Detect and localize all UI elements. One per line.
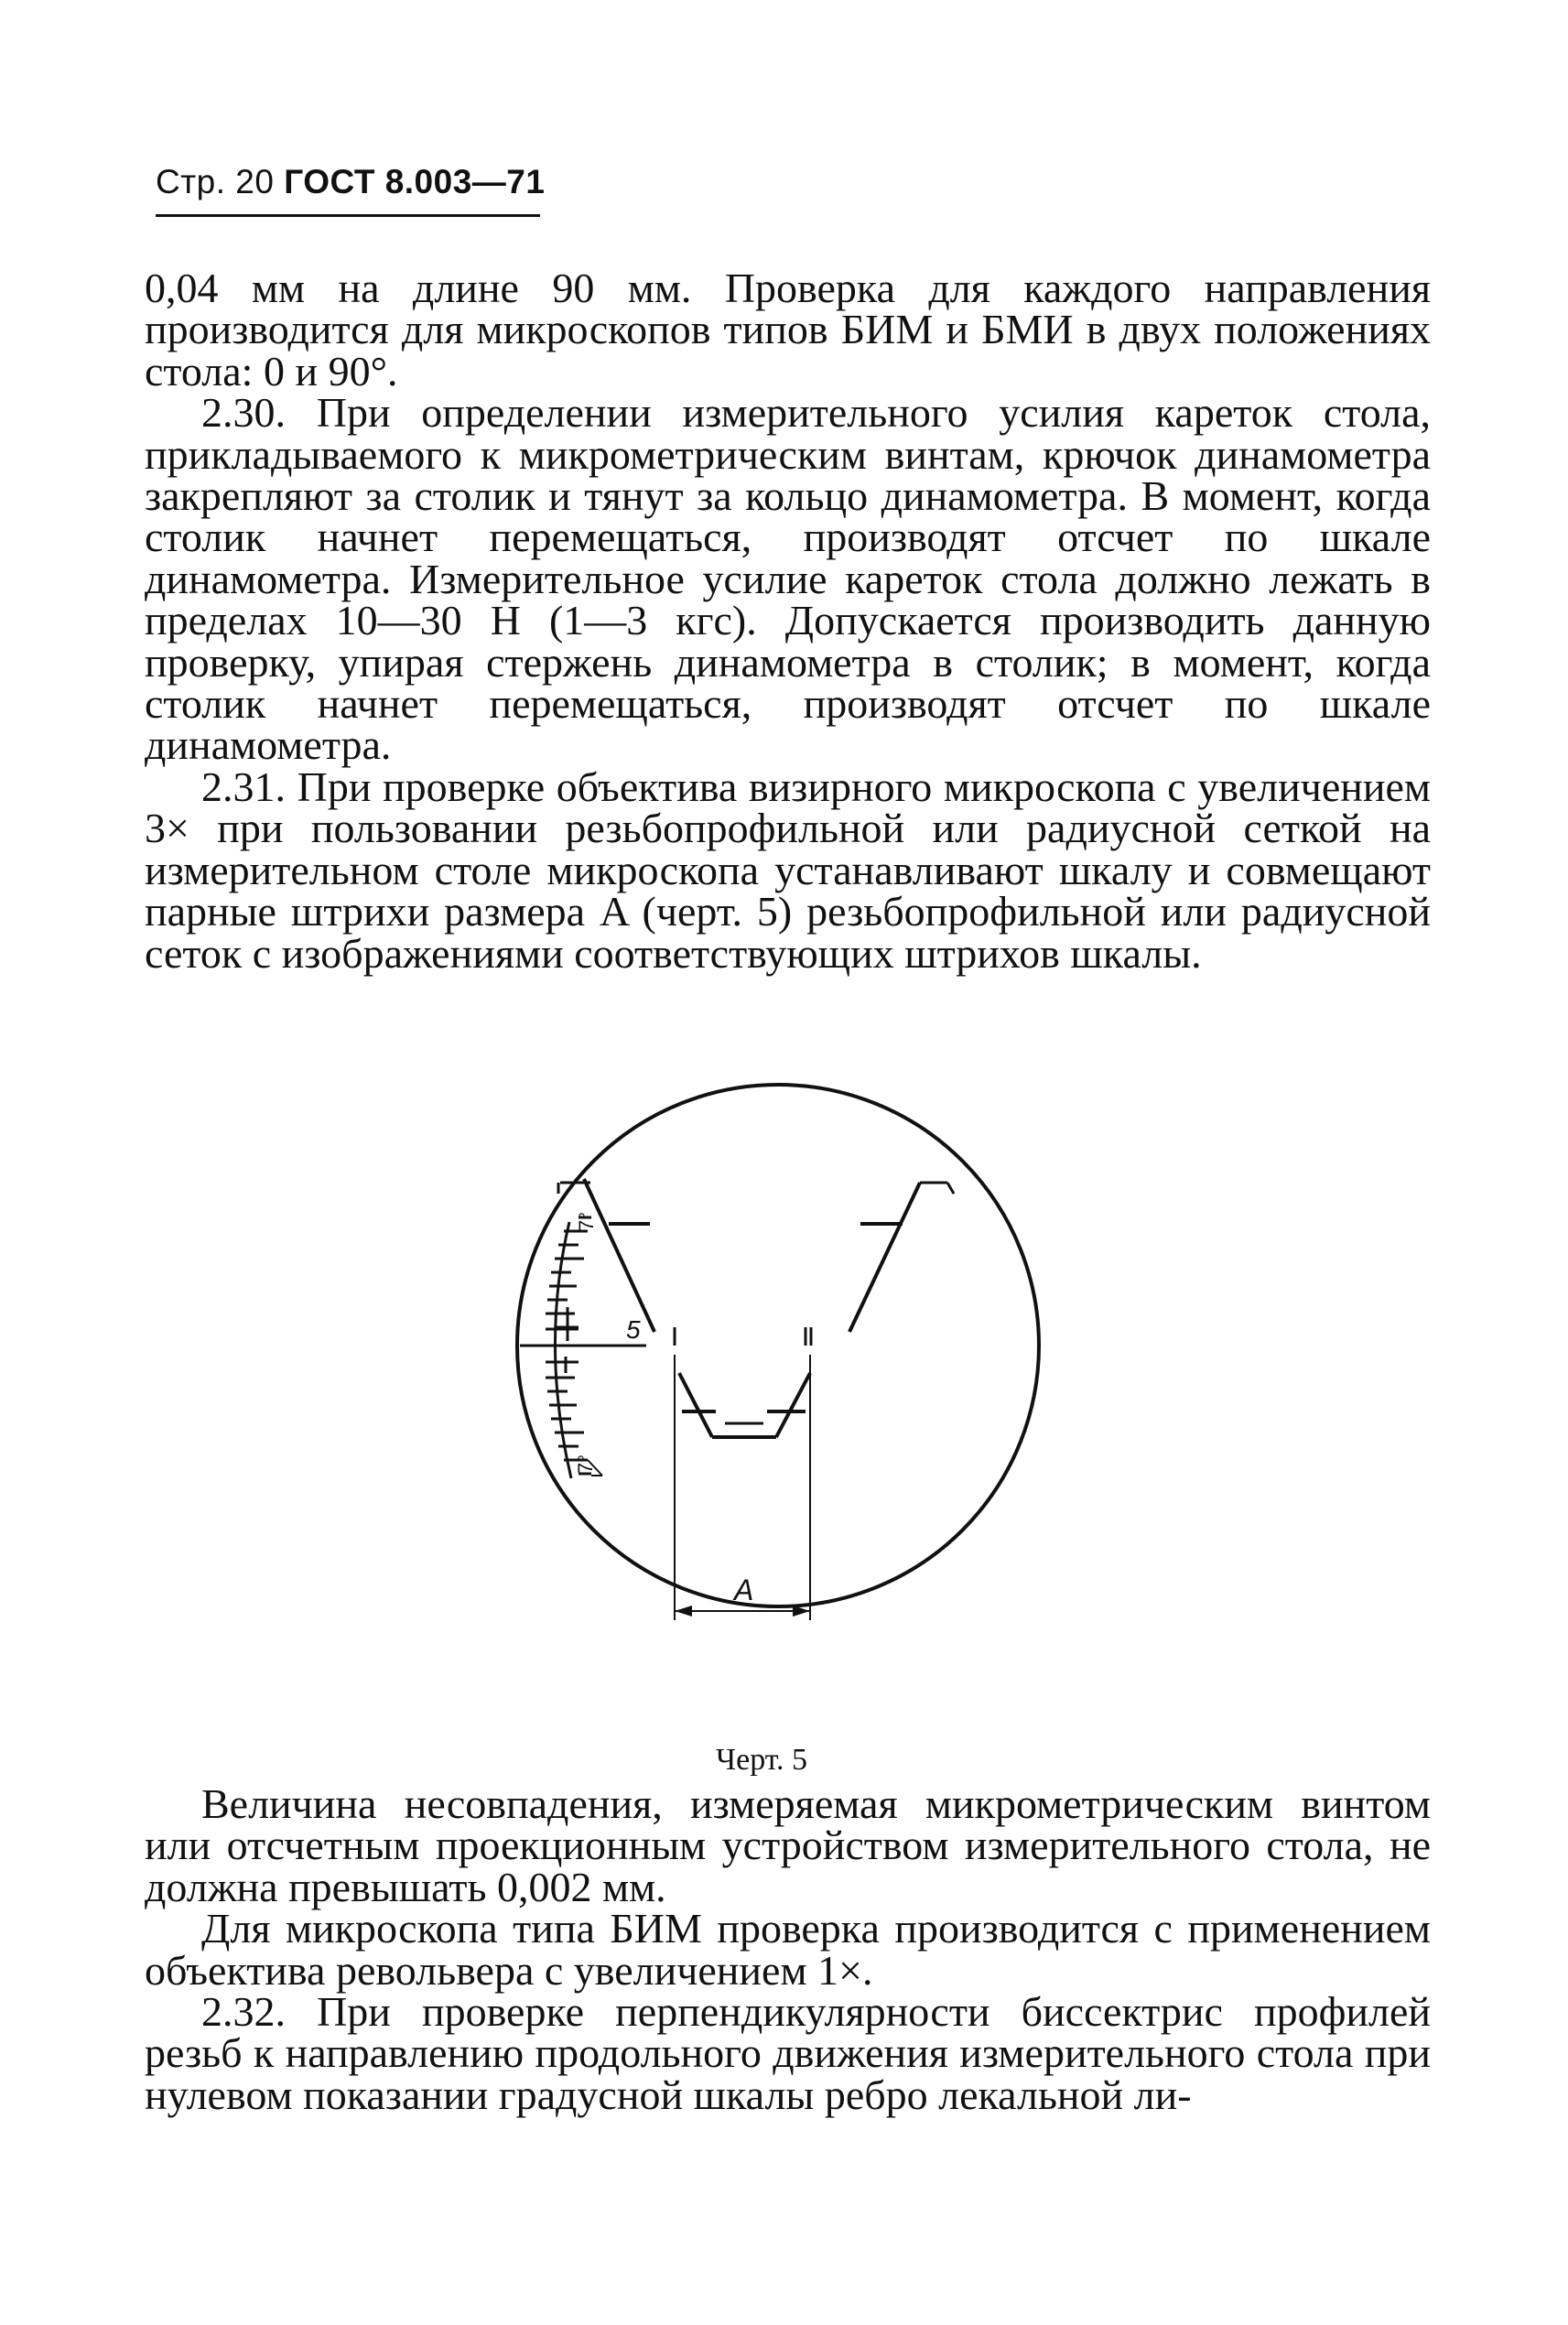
header-rule	[156, 214, 540, 217]
angle-label-top: 7°	[575, 1211, 598, 1231]
text-block-bottom	[145, 1780, 1431, 2118]
lower-right-flank	[776, 1373, 810, 1437]
figure-caption: Черт. 5	[716, 1743, 808, 1777]
paragraph-continuation: 0,04 мм на длине 90 мм. Проверка для каждого направления производится для микроскопов типов БИМ и БМИ в двух положениях стола: 0 и 90°.	[145, 265, 1431, 395]
text-block-top	[145, 265, 1431, 977]
paragraph-2-30: 2.30. При определении измерительного усилия кареток стола, прикладываемого к микрометрическим винтам, крючок динамометра закрепляют за столик и тянут за кольцо динамометра. В момент, когда столик начнет перемещаться, производят отсчет по шкале динамометра. Измерительное усилие кареток стола должно лежать в пределах 10—30 Н (1—3 кгс). Допускается производить данную проверку, упирая стержень динамометра в столик; в момент, когда столик начнет перемещаться, производят отсчет по шкале динамометра.	[145, 389, 1431, 769]
left-profile-line	[584, 1179, 654, 1332]
paragraph-2-31: 2.31. При проверке объектива визирного микроскопа с увеличением 3× при пользовании резьбопрофильной или радиусной сеткой на измерительном столе микроскопа устанавливают шкалу и совмещают парные штрихи размера A (черт. 5) резьбопрофильной или радиусной сеток с изображениями соответствующих штрихов шкалы.	[145, 762, 1431, 977]
paragraph-tolerance: Величина несовпадения, измеряемая микрометрическим винтом или отсчетным проекционным устройством измерительного стола, не должна превышать 0,002 мм.	[145, 1780, 1431, 1910]
standard-number: ГОСТ 8.003—71	[284, 163, 546, 200]
page-header	[156, 163, 545, 201]
dim-arrow-left	[675, 1606, 692, 1617]
figure-5	[476, 1071, 1044, 1712]
scale-arc	[555, 1222, 571, 1478]
label-five: 5	[626, 1315, 641, 1344]
right-profile-line	[849, 1183, 920, 1332]
dimension-label-a: A	[734, 1573, 754, 1606]
reticle-drawing	[476, 1071, 1044, 1712]
paragraph-2-32: 2.32. При проверке перпендикулярности биссектрис профилей резьб к направлению продольного движения измерительного стола при нулевом показании градусной шкалы ребро лекальной ли-	[145, 1988, 1431, 2118]
page-number: Стр. 20	[156, 163, 275, 200]
lower-left-flank	[679, 1373, 712, 1437]
paragraph-bim: Для микроскопа типа БИМ проверка производится с применением объектива револьвера с увеличением 1×.	[145, 1905, 1431, 1994]
angle-label-bottom: 7°	[574, 1454, 597, 1474]
